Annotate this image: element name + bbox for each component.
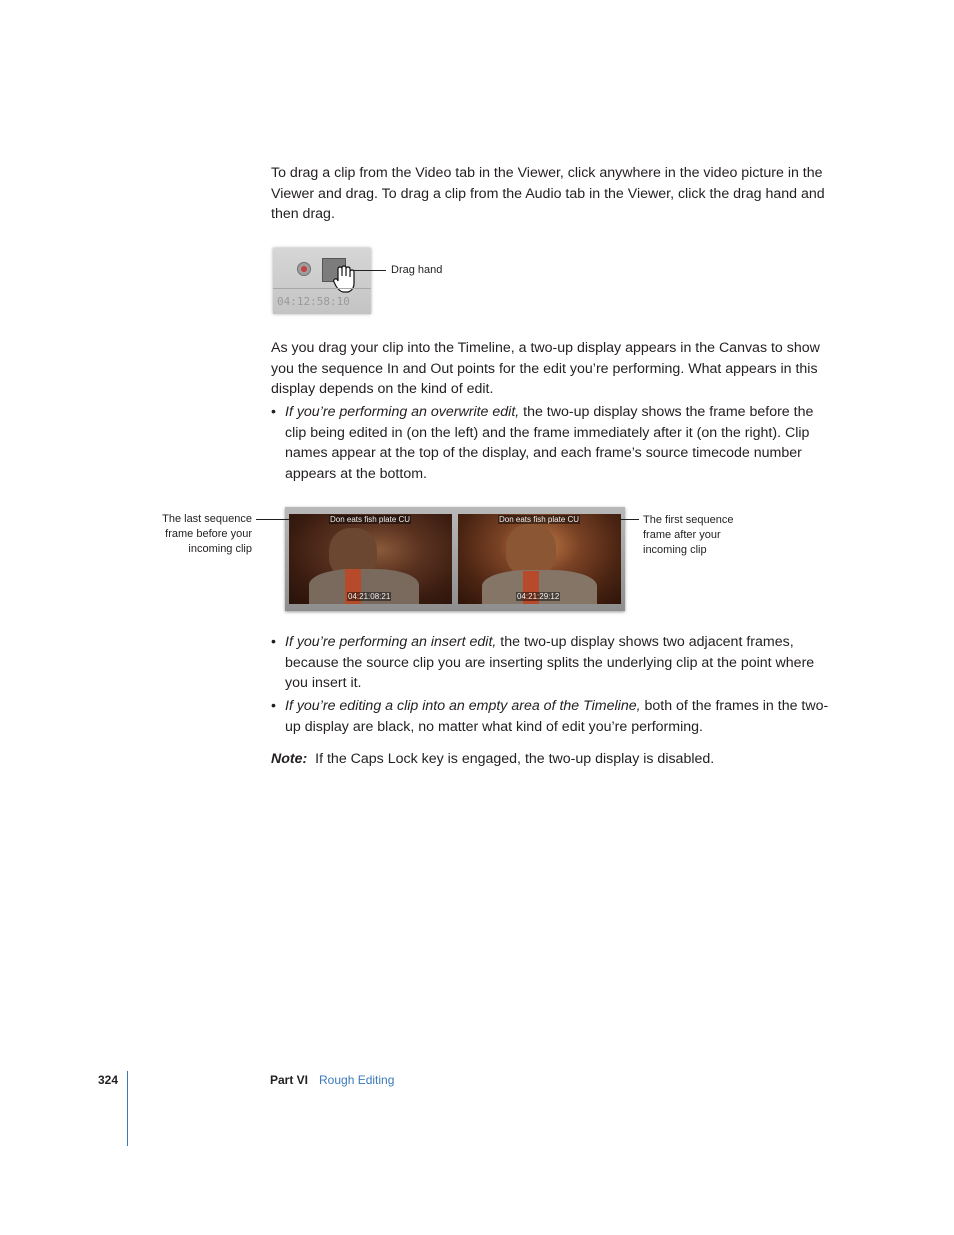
callout-first-frame-leader xyxy=(620,519,639,520)
bullet-insert-lead: If you’re performing an insert edit, xyxy=(285,634,497,650)
intro-paragraph: To drag a clip from the Video tab in the Viewer, click anywhere in the video picture in the Viewer and drag. To drag a clip from the Audio tab in the Viewer, click the drag hand and then drag. xyxy=(271,165,825,223)
bullet-mark: • xyxy=(271,634,276,650)
page-number: 324 xyxy=(98,1073,119,1087)
left-frame-timecode: 04:21:08:21 xyxy=(348,592,391,601)
bullet-mark: • xyxy=(271,404,276,420)
bullet-empty-area-text: both of the frames in the two-up display are black, no matter what kind of edit you’re performing. xyxy=(285,698,829,735)
right-frame-clip-name: Don eats fish plate CU xyxy=(499,515,580,524)
footer-rule xyxy=(127,1071,128,1146)
close-icon xyxy=(297,262,311,276)
left-frame-clip-name: Don eats fish plate CU xyxy=(330,515,411,524)
bullet-mark: • xyxy=(271,698,276,714)
bullet-insert-text: the two-up display shows two adjacent frames, because the source clip you are inserting splits the underlying clip at the point where you insert it. xyxy=(285,634,815,692)
two-up-paragraph: As you drag your clip into the Timeline, a two-up display appears in the Canvas to show you the sequence In and Out points for the edit you’re performing. What appears in this display depends on the kind of edit. xyxy=(271,340,820,398)
bullet-empty-area-lead: If you’re editing a clip into an empty area of the Timeline, xyxy=(285,698,641,714)
drag-hand-timecode: 04:12:58:10 xyxy=(277,295,350,308)
drag-hand-callout: Drag hand xyxy=(391,264,443,276)
bullet-overwrite-text: the two-up display shows the frame before the clip being edited in (on the left) and the frame immediately after it (on the right). Clip names appear at the top of the display, and each frame’s source timecode number appears at the bottom. xyxy=(285,404,814,482)
two-up-display xyxy=(285,507,625,611)
drag-hand-screenshot xyxy=(273,248,371,314)
footer-part: Part VI xyxy=(270,1073,309,1087)
drag-hand-icon xyxy=(322,258,346,282)
right-frame-timecode: 04:21:29:12 xyxy=(517,592,560,601)
drag-hand-leader xyxy=(353,270,386,271)
right-frame xyxy=(458,514,621,604)
bullet-overwrite-lead: If you’re performing an overwrite edit, xyxy=(285,404,520,420)
note xyxy=(271,749,831,770)
left-frame xyxy=(289,514,452,604)
note-label: Note: xyxy=(271,751,308,767)
callout-first-frame: The first sequence frame after your incoming clip xyxy=(643,514,734,556)
note-text: If the Caps Lock key is engaged, the two-up display is disabled. xyxy=(315,751,715,767)
footer-section: Rough Editing xyxy=(319,1073,395,1087)
callout-last-frame-leader xyxy=(256,519,290,520)
callout-last-frame: The last sequence frame before your incoming clip xyxy=(162,513,252,555)
